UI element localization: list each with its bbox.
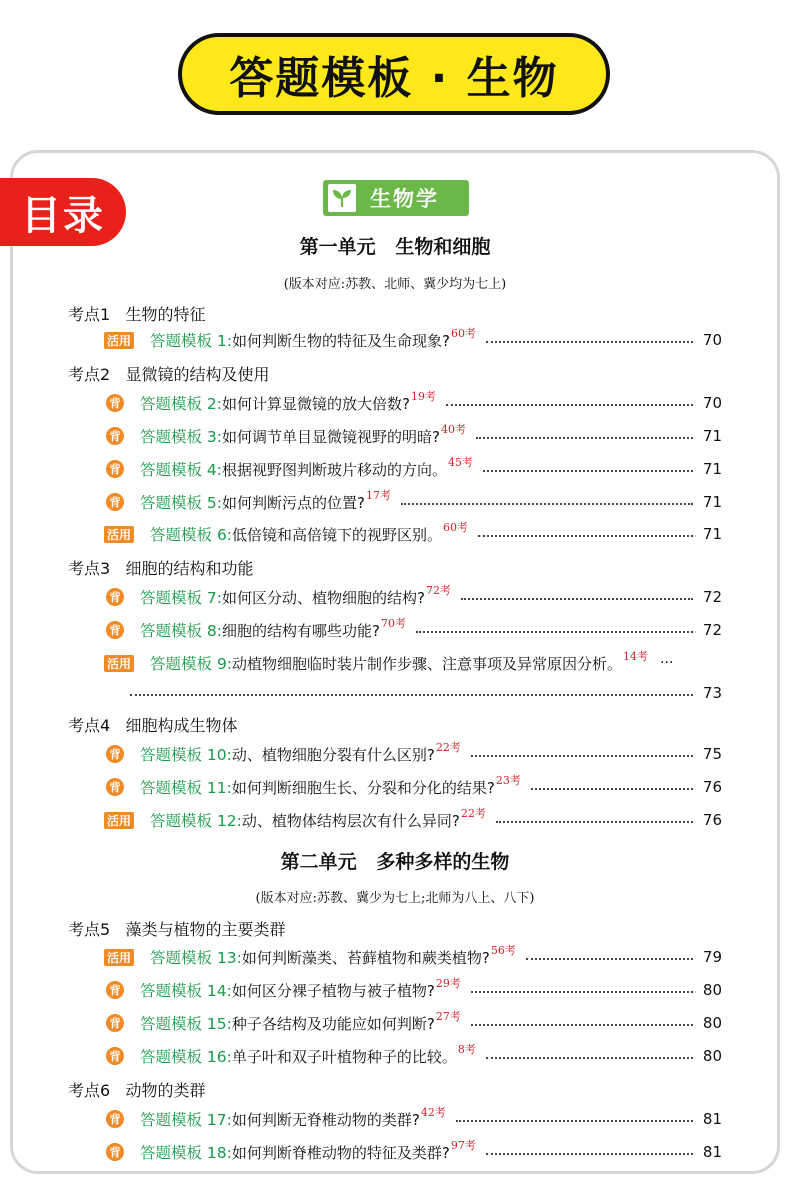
apply-badge-icon: 活用 (104, 812, 134, 829)
dot-leader (416, 631, 693, 633)
question-text: 动植物细胞临时装片制作步骤、注意事项及异常原因分析。 (232, 654, 623, 673)
exam-frequency: 29考 (435, 977, 461, 990)
apply-badge-icon: 活用 (104, 332, 134, 349)
dot-leader (401, 503, 693, 505)
apply-badge-icon: 活用 (104, 655, 134, 672)
question-text: 低倍镜和高倍镜下的视野区别。 (232, 525, 443, 544)
exam-point-heading: 考点6 动物的类群 (68, 1081, 206, 1100)
exam-frequency: 22考 (435, 741, 461, 754)
question-text: 如何判断细胞生长、分裂和分化的结果? (231, 778, 495, 797)
page-number: 71 (702, 427, 722, 445)
question-text: 细胞的结构有哪些功能? (222, 621, 380, 640)
toc-entry[interactable] (104, 457, 722, 481)
question-text: 单子叶和双子叶植物种子的比较。 (231, 1047, 457, 1066)
exam-frequency: 42考 (420, 1106, 446, 1119)
toc-entry[interactable] (104, 618, 722, 642)
page-number: 75 (702, 745, 722, 763)
template-label: 答题模板 8: (140, 622, 223, 640)
dot-leader (486, 341, 693, 343)
toc-entry[interactable] (104, 651, 722, 675)
apply-badge-icon: 活用 (104, 949, 134, 966)
page-number: 81 (702, 1143, 722, 1161)
toc-entry-continuation[interactable] (130, 681, 722, 705)
page-title-banner (178, 33, 610, 115)
toc-entry[interactable] (104, 978, 722, 1002)
edition-note: (版本对应:苏教、冀少为七上;北师为八上、八下) (255, 891, 535, 906)
dot-leader (471, 755, 693, 757)
toc-tab-label: 目录 (21, 192, 105, 239)
sprout-icon (328, 184, 356, 212)
template-label: 答题模板 17: (140, 1111, 232, 1129)
page-number: 79 (702, 948, 722, 966)
exam-point-heading: 考点5 藻类与植物的主要类群 (68, 920, 286, 939)
exam-frequency: 60考 (451, 327, 476, 340)
memorize-badge-icon: 背 (106, 745, 124, 763)
question-text: 如何判断生物的特征及生命现象? (232, 331, 450, 350)
question-text: 如何计算显微镜的放大倍数? (222, 394, 410, 413)
question-text: 种子各结构及功能应如何判断? (231, 1014, 435, 1033)
dot-leader (476, 437, 693, 439)
memorize-badge-icon: 背 (106, 621, 124, 639)
continuation-ellipsis: ··· (660, 655, 674, 671)
dot-leader (461, 598, 693, 600)
memorize-badge-icon: 背 (106, 493, 124, 511)
page-number: 71 (702, 493, 722, 511)
exam-frequency: 56考 (490, 944, 516, 957)
toc-entry[interactable] (104, 775, 722, 799)
dot-leader (483, 470, 693, 472)
memorize-badge-icon: 背 (106, 460, 124, 478)
template-label: 答题模板 18: (140, 1144, 232, 1162)
toc-entry[interactable] (104, 1044, 722, 1068)
memorize-badge-icon: 背 (106, 394, 124, 412)
dot-leader (526, 958, 693, 960)
memorize-badge-icon: 背 (106, 1143, 124, 1161)
exam-frequency: 22考 (460, 807, 486, 820)
subject-label: 生物学 (370, 187, 439, 211)
template-label: 答题模板 16: (140, 1048, 232, 1066)
question-text: 如何判断藻类、苔藓植物和蕨类植物? (241, 948, 490, 967)
question-text: 如何区分动、植物细胞的结构? (222, 588, 425, 607)
page-number: 72 (702, 588, 722, 606)
toc-entry[interactable] (104, 808, 722, 832)
toc-entry[interactable] (104, 328, 722, 352)
page-number: 72 (702, 621, 722, 639)
template-label: 答题模板 7: (140, 589, 223, 607)
exam-point-heading: 考点3 细胞的结构和功能 (68, 559, 254, 578)
template-label: 答题模板 4: (140, 461, 223, 479)
toc-entry[interactable] (104, 1140, 722, 1164)
template-label: 答题模板 12: (150, 812, 242, 830)
dot-leader (531, 788, 693, 790)
exam-frequency: 14考 (623, 650, 649, 663)
page-number: 80 (702, 981, 722, 999)
exam-frequency: 60考 (443, 521, 469, 534)
question-text: 如何调节单目显微镜视野的明暗? (222, 427, 440, 446)
toc-entry[interactable] (104, 490, 722, 514)
subject-badge (323, 180, 469, 216)
exam-point-heading: 考点2 显微镜的结构及使用 (68, 365, 270, 384)
dot-leader (471, 1024, 693, 1026)
template-label: 答题模板 14: (140, 982, 232, 1000)
exam-frequency: 97考 (450, 1139, 476, 1152)
template-label: 答题模板 10: (140, 746, 232, 764)
exam-frequency: 19考 (410, 390, 436, 403)
exam-point-heading: 考点1 生物的特征 (68, 305, 206, 324)
template-label: 答题模板 5: (140, 494, 223, 512)
toc-entry[interactable] (104, 585, 722, 609)
toc-entry[interactable] (104, 945, 722, 969)
exam-frequency: 23考 (495, 774, 521, 787)
question-text: 如何区分裸子植物与被子植物? (231, 981, 435, 1000)
dot-leader (446, 404, 693, 406)
question-text: 如何判断无脊椎动物的类群? (231, 1110, 420, 1129)
question-text: 动、植物体结构层次有什么异同? (241, 811, 460, 830)
page-number: 76 (702, 811, 722, 829)
exam-frequency: 45考 (448, 456, 474, 469)
toc-entry[interactable] (104, 424, 722, 448)
question-text: 如何判断污点的位置? (222, 493, 365, 512)
memorize-badge-icon: 背 (106, 1047, 124, 1065)
template-label: 答题模板 6: (150, 526, 233, 544)
page-number: 71 (702, 460, 722, 478)
template-label: 答题模板 9: (150, 655, 233, 673)
page-number: 71 (702, 525, 722, 543)
toc-entry[interactable] (104, 1011, 722, 1035)
unit-title: 第二单元 多种多样的生物 (280, 851, 510, 873)
toc-entry[interactable] (104, 391, 722, 415)
question-text: 动、植物细胞分裂有什么区别? (231, 745, 435, 764)
memorize-badge-icon: 背 (106, 778, 124, 796)
dot-leader (471, 991, 693, 993)
page-number: 80 (702, 1014, 722, 1032)
template-label: 答题模板 13: (150, 949, 242, 967)
exam-point-heading: 考点4 细胞构成生物体 (68, 716, 238, 735)
memorize-badge-icon: 背 (106, 427, 124, 445)
template-label: 答题模板 2: (140, 395, 223, 413)
unit-title: 第一单元 生物和细胞 (299, 236, 491, 258)
toc-entry[interactable] (104, 522, 722, 546)
toc-entry[interactable] (104, 1107, 722, 1131)
dot-leader (456, 1120, 693, 1122)
page-number: 76 (702, 778, 722, 796)
page-number: 73 (702, 684, 722, 702)
template-label: 答题模板 3: (140, 428, 223, 446)
memorize-badge-icon: 背 (106, 1014, 124, 1032)
template-label: 答题模板 11: (140, 779, 232, 797)
page-number: 70 (702, 394, 722, 412)
page-title: 答题模板 · 生物 (229, 53, 559, 104)
dot-leader (478, 535, 693, 537)
exam-frequency: 72考 (425, 584, 451, 597)
dot-leader (496, 821, 693, 823)
memorize-badge-icon: 背 (106, 588, 124, 606)
apply-badge-icon: 活用 (104, 526, 134, 543)
exam-frequency: 17考 (365, 489, 391, 502)
question-text: 如何判断脊椎动物的特征及类群? (231, 1143, 450, 1162)
dot-leader (486, 1153, 693, 1155)
question-text: 根据视野图判断玻片移动的方向。 (222, 460, 448, 479)
exam-frequency: 8考 (457, 1043, 476, 1056)
dot-leader (130, 694, 693, 696)
page-number: 80 (702, 1047, 722, 1065)
memorize-badge-icon: 背 (106, 981, 124, 999)
toc-entry[interactable] (104, 742, 722, 766)
toc-tab (0, 178, 126, 246)
template-label: 答题模板 15: (140, 1015, 232, 1033)
page-number: 70 (702, 331, 722, 349)
exam-frequency: 70考 (380, 617, 406, 630)
memorize-badge-icon: 背 (106, 1110, 124, 1128)
dot-leader (486, 1057, 693, 1059)
exam-frequency: 40考 (440, 423, 466, 436)
page-number: 81 (702, 1110, 722, 1128)
template-label: 答题模板 1: (150, 332, 233, 350)
exam-frequency: 27考 (435, 1010, 461, 1023)
edition-note: (版本对应:苏教、北师、冀少均为七上) (283, 277, 507, 292)
